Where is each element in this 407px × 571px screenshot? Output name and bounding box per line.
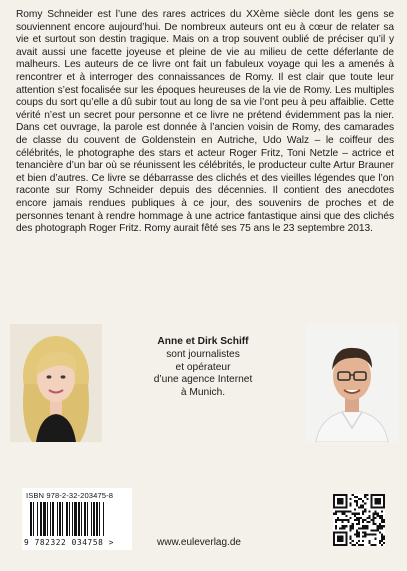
- barcode: [22, 488, 132, 550]
- woman-portrait-illustration: [10, 324, 102, 442]
- isbn-label: ISBN 978-2-32-203475-8: [26, 491, 114, 500]
- barcode-digits: 9 782322 034758 >: [24, 538, 114, 547]
- author-names: Anne et Dirk Schiff: [157, 336, 249, 347]
- author-bio: [128, 336, 278, 400]
- back-cover-blurb: Romy Schneider est l’une des rares actrices du XXème siècle dont les gens se souviennent encore aujourd’hui. De nombreux auteurs ont eu à cœur de relater sa vie et surtout son destin tragique. Mais on a trop souvent oublié de préciser qu’il y avait aussi une facette joyeuse et pleine de vie au milieu de cette déferlante de malheurs. Les auteurs de ce livre ont fait un fabuleux voyage qui les a amenés à rencontrer et à interroger des connaissances de Romy. Il est clair que toute leur attention s’est focalisée sur les époques heureuses de la vie de Romy. Les multiples coups du sort qu’elle a dû subir tout au long de sa vie l’ont peu à peu affaiblie. Cette vérité n’est un secret pour personne et ce livre ne prétend évidemment pas la nier. Dans cet ouvrage, la parole est donnée à l’ancien voisin de Romy, des camarades de classe du couvent de Goldenstein en Autriche, Udo Walz – le coiffeur des célébrités, le photographe des stars et acteur Roger Fritz, Toni Netzle – actrice et tenancière d’un bar où se réunissent les célébrités, le producteur culte Artur Brauner et bien d’autres. Ce livre se débarrasse des clichés et des vieilles légendes que l’on raconte sur Romy Schneider depuis des décennies. Il contient des anecdotes encore jamais rendues publiques à ce jour, des souvenirs de proches et de personnes tenant à rendre hommage à une actrice fantastique ainsi que des clichés des photograph Roger Fritz. Romy aurait fêté ses 75 ans le 23 septembre 2013.: [16, 9, 394, 235]
- qr-code-graphic: [333, 494, 385, 546]
- author-bio-line: à Munich.: [180, 387, 226, 399]
- author-bio-line: d’une agence Internet: [153, 374, 253, 386]
- publisher-website: www.euleverlag.de: [157, 537, 241, 548]
- man-portrait-illustration: [306, 324, 398, 442]
- woman-portrait-icon: [10, 324, 102, 442]
- author-bio-line: et opérateur: [175, 361, 231, 373]
- barcode-bars: [30, 502, 124, 536]
- man-portrait-icon: [306, 324, 398, 442]
- qr-code-icon: [333, 494, 385, 546]
- author-bio-line: sont journalistes: [166, 348, 240, 360]
